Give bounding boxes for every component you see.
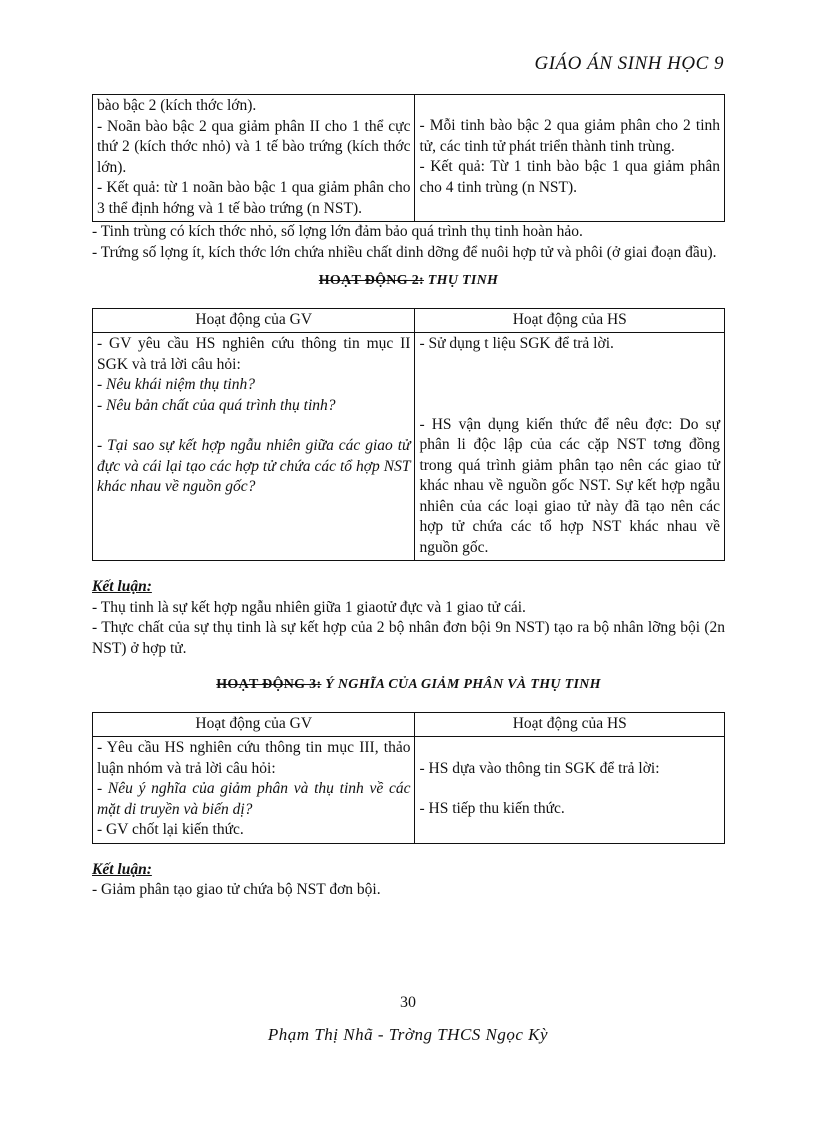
paragraph: - Giảm phân tạo giao tử chứa bộ NST đơn bội. bbox=[92, 881, 381, 898]
paragraph: - Trứng số lợng ít, kích thớc lớn chứa nhiều chất dinh dỡng để nuôi hợp tử và phôi (ở giai đoạn đầu). bbox=[92, 243, 717, 261]
column-header-hs: Hoạt động của HS bbox=[415, 308, 725, 333]
paragraph: - Mỗi tinh bào bậc 2 qua giảm phân cho 2 tinh tử, các tinh tử phát triển thành tinh trùng. bbox=[419, 117, 720, 155]
table-row bbox=[93, 95, 725, 222]
table-header-row bbox=[93, 712, 725, 737]
paragraph: - HS tiếp thu kiến thức. bbox=[419, 800, 565, 818]
question: - Tại sao sự kết hợp ngẫu nhiên giữa các giao tử đực và cái lại tạo các hợp tử chứa các tổ hợp NST khác nhau về nguồn gốc? bbox=[97, 437, 411, 495]
page-body bbox=[92, 94, 725, 901]
paragraph: - GV chốt lại kiến thức. bbox=[97, 821, 244, 838]
table-header-row bbox=[93, 308, 725, 333]
section-title: THỤ TINH bbox=[427, 273, 499, 288]
table-cell-hs bbox=[415, 737, 725, 844]
paragraph: - Thực chất của sự thụ tinh là sự kết hợp của 2 bộ nhân đơn bội 9n NST) tạo ra bộ nhân lỡng bội (2n NST) ở hợp tử. bbox=[92, 619, 725, 657]
footer-author: Phạm Thị Nhã - Trờng THCS Ngọc Kỳ bbox=[267, 1025, 549, 1044]
question: - Nêu khái niệm thụ tinh? bbox=[97, 376, 255, 393]
paragraph: - Tinh trùng có kích thớc nhỏ, số lợng lớn đảm bảo quá trình thụ tinh hoàn hảo. bbox=[92, 223, 583, 240]
column-header-hs: Hoạt động của HS bbox=[415, 712, 725, 737]
table-cell-gv bbox=[93, 737, 415, 844]
table-row bbox=[93, 737, 725, 844]
column-header-gv: Hoạt động của GV bbox=[93, 308, 415, 333]
section-title: Ý NGHĨA CỦA GIẢM PHÂN VÀ THỤ TINH bbox=[325, 677, 601, 692]
paragraph: - Yêu cầu HS nghiên cứu thông tin mục III, thảo luận nhóm và trả lời câu hỏi: bbox=[97, 739, 411, 777]
table-cell-gv bbox=[93, 333, 415, 561]
section-label: HOẠT ĐỘNG 3: bbox=[216, 677, 322, 692]
paragraph: - Kết quả: Từ 1 tinh bào bậc 1 qua giảm phân cho 4 tinh trùng (n NST). bbox=[419, 158, 720, 196]
section-heading-3 bbox=[92, 675, 725, 696]
paragraph: - Thụ tinh là sự kết hợp ngẫu nhiên giữa 1 giaotử đực và 1 giao tử cái. bbox=[92, 598, 526, 616]
table-cell-left bbox=[93, 95, 415, 222]
section-heading-2 bbox=[92, 271, 725, 292]
question: - Nêu bản chất của quá trình thụ tinh? bbox=[97, 396, 336, 414]
document-header-title: GIÁO ÁN SINH HỌC 9 bbox=[534, 53, 724, 74]
paragraph: - Noãn bào bậc 2 qua giảm phân II cho 1 thể cực thứ 2 (kích thớc nhỏ) và 1 tế bào trứng (kích thớc lớn). bbox=[97, 117, 411, 176]
paragraph: - Sử dụng t liệu SGK để trả lời. bbox=[419, 335, 614, 352]
conclusion-label: Kết luận: bbox=[92, 578, 152, 595]
question: - Nêu ý nghĩa của giảm phân và thụ tinh về các mặt di truyền và biến dị? bbox=[97, 780, 411, 818]
table-activity-2 bbox=[92, 308, 725, 562]
conclusion-label: Kết luận: bbox=[92, 860, 152, 878]
table-row bbox=[93, 333, 725, 561]
table-cell-hs bbox=[415, 333, 725, 561]
column-header-gv: Hoạt động của GV bbox=[93, 712, 415, 737]
section-label: HOẠT ĐỘNG 2: bbox=[318, 273, 424, 288]
paragraph: - Kết quả: từ 1 noãn bào bậc 1 qua giảm phân cho 3 thể định hớng và 1 tế bào trứng (n NST). bbox=[97, 179, 411, 217]
paragraph: bào bậc 2 (kích thớc lớn). bbox=[97, 97, 257, 114]
paragraph: - HS dựa vào thông tin SGK để trả lời: bbox=[419, 759, 660, 777]
table-activity-3 bbox=[92, 712, 725, 844]
page-number: 30 bbox=[400, 994, 416, 1011]
table-cell-right bbox=[415, 95, 725, 222]
paragraph: - GV yêu cầu HS nghiên cứu thông tin mục II SGK và trả lời câu hỏi: bbox=[97, 335, 411, 373]
table-continuation bbox=[92, 94, 725, 222]
paragraph: - HS vận dụng kiến thức để nêu đợc: Do sự phân li độc lập của các cặp NST tơng đồng trong quá trình giảm phân tạo nên các giao tử khác nhau về nguồn gốc NST. Sự kết hợp ngẫu nhiên của các loại giao tử này đã tạo nên các hợp tử chứa các tổ hợp NST khác nhau về nguồn gốc. bbox=[419, 415, 720, 556]
